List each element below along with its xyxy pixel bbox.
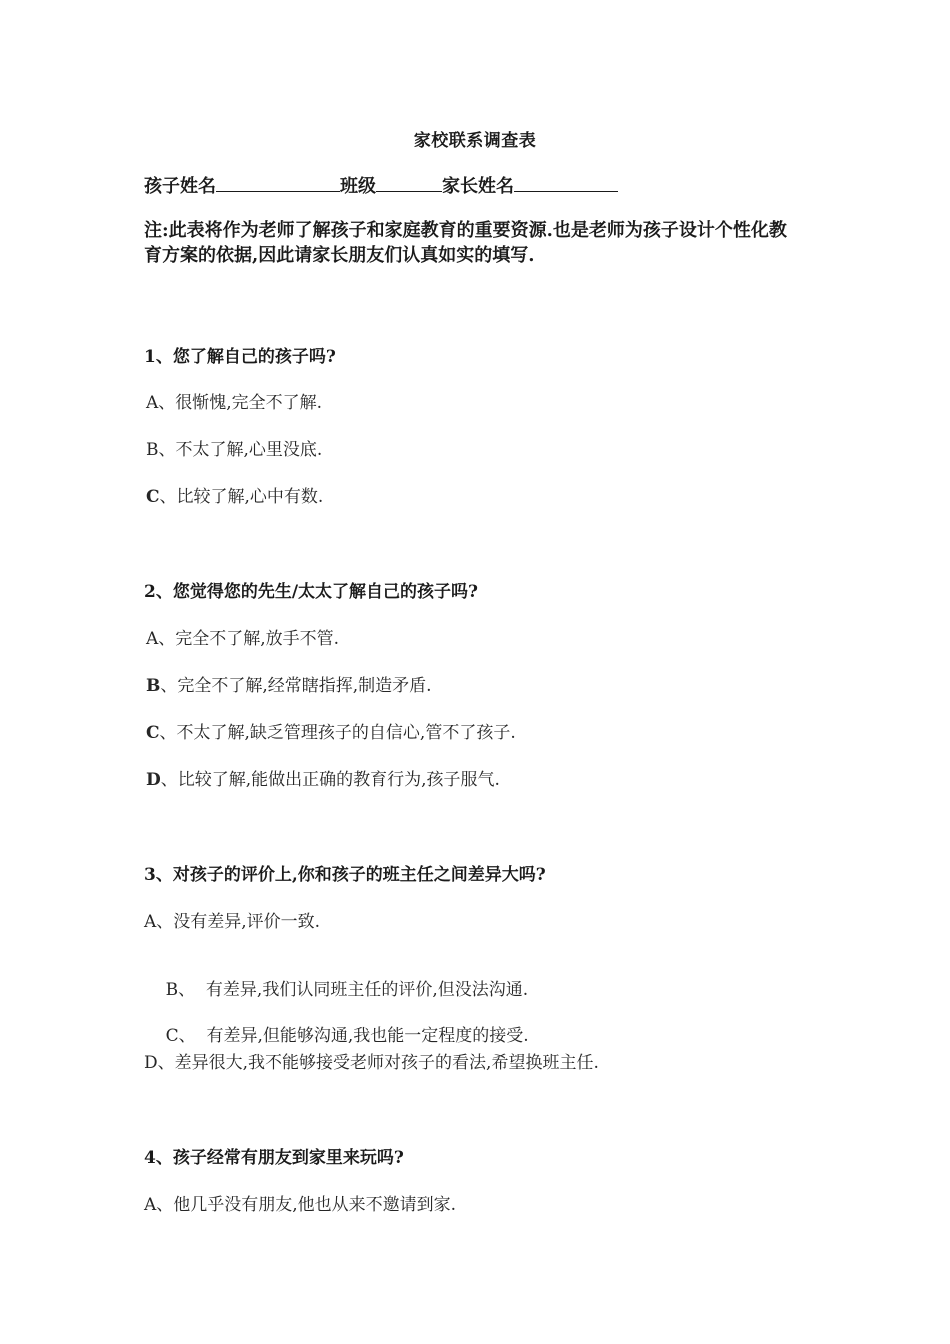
option-1b[interactable] (146, 435, 322, 460)
option-text: 、他几乎没有朋友,他也从来不邀请到家. (156, 1195, 457, 1215)
option-text: 、完全不了解,放手不管. (158, 629, 340, 649)
child-name-blank[interactable] (216, 173, 340, 192)
option-text: 、不太了解,缺乏管理孩子的自信心,管不了孩子. (159, 723, 516, 743)
class-label: 班级 (340, 176, 376, 197)
option-letter: B (146, 676, 161, 696)
option-letter: B (165, 980, 179, 1000)
option-text: 、不太了解,心里没底. (158, 440, 323, 460)
option-text: 、很惭愧,完全不了解. (158, 393, 323, 413)
option-letter: C (165, 1026, 179, 1046)
instruction-note: 注:此表将作为老师了解孩子和家庭教育的重要资源.也是老师为孩子设计个性化教育方案的依据,因此请家长朋友们认真如实的填写. (144, 220, 787, 266)
option-letter: D (144, 1053, 158, 1073)
option-4a[interactable] (144, 1190, 456, 1215)
option-letter: A (146, 393, 159, 413)
option-text: 、 有差异,但能够沟通,我也能一定程度的接受. (178, 1026, 529, 1046)
option-letter: C (146, 723, 160, 743)
child-name-label: 孩子姓名 (144, 176, 216, 197)
option-3d[interactable] (144, 1048, 599, 1073)
option-text: 、没有差异,评价一致. (156, 912, 321, 932)
option-letter: A (146, 629, 159, 649)
question-3: 3、对孩子的评价上,你和孩子的班主任之间差异大吗? (144, 865, 546, 885)
option-2c[interactable] (146, 718, 516, 743)
option-letter: C (146, 487, 160, 507)
option-2b[interactable] (146, 671, 432, 696)
class-blank[interactable] (376, 173, 442, 192)
option-1a[interactable] (146, 388, 322, 413)
option-text: 、比较了解,能做出正确的教育行为,孩子服气. (160, 770, 500, 790)
parent-name-label: 家长姓名 (442, 176, 514, 197)
option-text: 、比较了解,心中有数. (159, 487, 324, 507)
option-text: 、完全不了解,经常瞎指挥,制造矛盾. (160, 676, 432, 696)
option-letter: B (146, 440, 159, 460)
option-letter: D (146, 770, 161, 790)
option-text: 、差异很大,我不能够接受老师对孩子的看法,希望换班主任. (157, 1053, 599, 1073)
info-line (144, 172, 618, 198)
option-1c[interactable] (146, 482, 323, 507)
question-4: 4、孩子经常有朋友到家里来玩吗? (144, 1148, 404, 1168)
question-1: 1、您了解自己的孩子吗? (144, 347, 336, 367)
parent-name-blank[interactable] (514, 173, 618, 192)
option-letter: A (144, 912, 157, 932)
document-title: 家校联系调查表 (413, 131, 537, 151)
question-2: 2、您觉得您的先生/太太了解自己的孩子吗? (144, 582, 478, 602)
option-letter: A (144, 1195, 157, 1215)
option-2a[interactable] (146, 624, 339, 649)
option-2d[interactable] (146, 765, 500, 790)
option-3a[interactable] (144, 907, 320, 932)
option-text: 、 有差异,我们认同班主任的评价,但没法沟通. (178, 980, 529, 1000)
